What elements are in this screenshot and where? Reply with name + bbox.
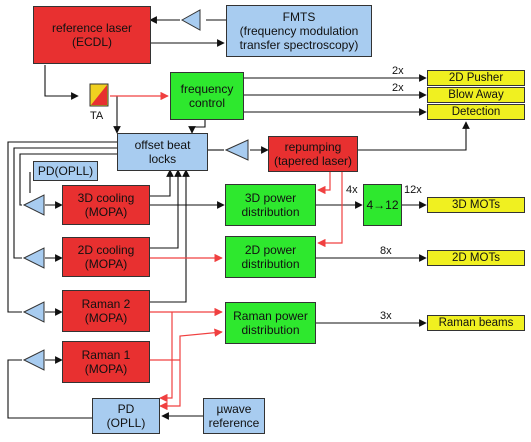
raman-1-label: Raman 1 [81, 348, 131, 362]
3d-power-box [225, 184, 316, 226]
raman-2-label: Raman 2 [81, 297, 131, 311]
ta-label: TA [90, 110, 104, 122]
line-repump-to-detection [358, 122, 466, 150]
fmts-label: FMTS [282, 10, 316, 24]
line-raman2-to-offset [150, 170, 186, 302]
2d-cooling-box [62, 237, 150, 277]
frequency-control-label: frequency [180, 82, 234, 96]
integrator-2d [24, 248, 44, 268]
count-4x: 4x [346, 184, 358, 196]
frequency-control-sublabel: control [188, 96, 226, 110]
2d-power-box [225, 236, 316, 278]
output-detection [427, 104, 525, 120]
offset-beat-sublabel: locks [148, 152, 177, 166]
pd-opll-top-box [33, 161, 98, 181]
output-blow-away [427, 87, 525, 103]
raman-1-sublabel: (MOPA) [84, 362, 128, 376]
3d-power-label: 3D power [244, 191, 297, 205]
output-blow-away-label: Blow Away [448, 89, 504, 101]
integrator-raman2 [24, 302, 44, 322]
count-8x: 8x [380, 245, 392, 257]
line-ref-laser-to-ta [45, 65, 78, 96]
pd-opll-bottom-label: PD [117, 402, 135, 416]
beam-raman2-to-pd [160, 312, 172, 398]
2d-power-label: 2D power [244, 243, 297, 257]
frequency-control-box [170, 72, 244, 120]
raman-power-sublabel: distribution [241, 323, 300, 337]
3d-power-sublabel: distribution [241, 205, 300, 219]
fmts-box [226, 5, 372, 57]
output-detection-label: Detection [451, 106, 501, 118]
pd-opll-top-label: PD(OPLL) [37, 164, 94, 178]
output-raman-beams-label: Raman beams [438, 317, 514, 329]
repumping-label: repumping [284, 140, 342, 154]
line-freq-to-offset [192, 120, 205, 133]
line-3d-to-offset [150, 170, 170, 196]
pd-opll-bottom-sublabel: (OPLL) [106, 416, 146, 430]
output-2d-mots [427, 250, 525, 266]
beam-repump-to-3d [318, 172, 330, 190]
fmts-sublabel-1: (frequency modulation [239, 24, 359, 38]
2d-power-sublabel: distribution [241, 257, 300, 271]
repumping-box [268, 136, 358, 172]
3d-cooling-box [62, 185, 150, 225]
raman-2-box [62, 290, 150, 332]
repumping-sublabel: (tapered laser) [273, 154, 353, 168]
beam-raman1-to-power [180, 332, 222, 360]
output-2d-pusher-label: 2D Pusher [448, 72, 504, 84]
2d-cooling-sublabel: (MOPA) [84, 257, 128, 271]
uwave-sublabel: reference [208, 416, 260, 430]
offset-beat-label: offset beat [134, 138, 191, 152]
reference-laser-box [33, 6, 151, 64]
reference-laser-sublabel: (ECDL) [71, 35, 112, 49]
integrator-3d [24, 195, 44, 215]
ta-amplifier [90, 84, 108, 106]
integrator-repump [226, 140, 248, 160]
3d-cooling-sublabel: (MOPA) [84, 205, 128, 219]
raman-power-box [225, 302, 316, 344]
count-3x: 3x [380, 310, 392, 322]
offset-beat-locks-box [117, 133, 208, 171]
output-2d-mots-label: 2D MOTs [452, 252, 500, 264]
splitter-box [363, 184, 402, 226]
count-pusher: 2x [392, 65, 404, 77]
count-blow: 2x [392, 82, 404, 94]
line-2d-to-offset [150, 170, 178, 248]
uwave-label: µwave [216, 402, 252, 416]
output-raman-beams [427, 315, 525, 331]
reference-laser-label: reference laser [51, 21, 133, 35]
count-12x: 12x [404, 184, 422, 196]
splitter-label: 4→12 [366, 198, 399, 212]
3d-cooling-label: 3D cooling [77, 191, 135, 205]
output-3d-mots [427, 197, 525, 213]
uwave-reference-box [203, 398, 265, 434]
raman-2-sublabel: (MOPA) [84, 311, 128, 325]
output-2d-pusher [427, 70, 525, 86]
fmts-sublabel-2: transfer spectroscopy) [239, 38, 359, 52]
output-3d-mots-label: 3D MOTs [452, 199, 500, 211]
pd-opll-bottom-box [92, 398, 160, 434]
raman-power-label: Raman power [233, 309, 308, 323]
integrator-raman1 [24, 350, 44, 370]
integrator-fmts [182, 10, 200, 30]
2d-cooling-label: 2D cooling [77, 243, 135, 257]
raman-1-box [62, 341, 150, 383]
beam-raman1-to-pd [160, 360, 180, 406]
